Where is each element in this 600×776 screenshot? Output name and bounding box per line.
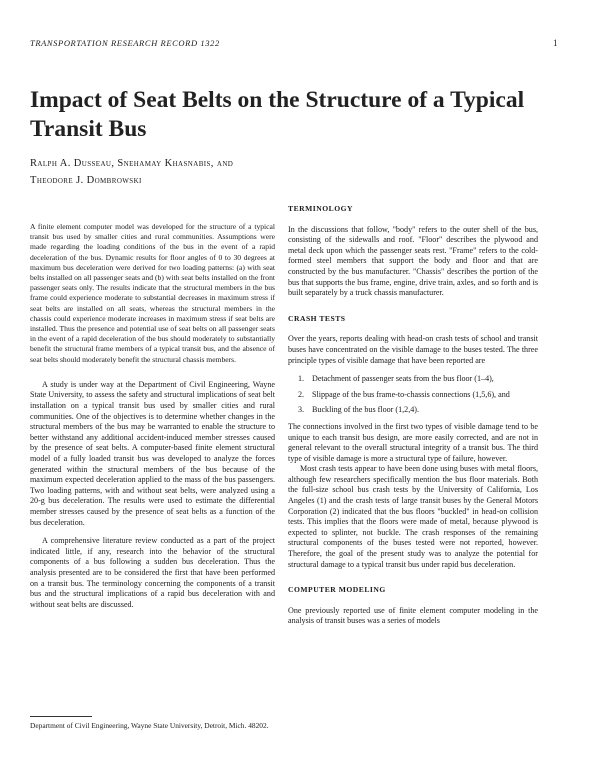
list-item-number: 1.: [298, 374, 305, 384]
section-heading-computer-modeling: COMPUTER MODELING: [288, 585, 386, 595]
damage-list: [288, 374, 538, 416]
list-item-text: Buckling of the bus floor (1,2,4).: [312, 405, 420, 415]
author-line-2: Theodore J. Dombrowski: [30, 175, 142, 186]
terminology-paragraph: In the discussions that follow, "body" refers to the outer shell of the bus, consisting of the sidewalls and roof. "Floor" describes the plywood and metal deck upon which the passenger seats rest. "Frame" refers to the cold-formed steel members that support the body and floor and that are constructed by the bus manufacturer. "Chassis" describes the portion of the bus that supports the bus frame, engine, drive train, axles, and so forth and is built separately by a truck chassis manufacturer.: [288, 224, 538, 298]
list-item-text: Detachment of passenger seats from the bus floor (1–4),: [312, 374, 494, 384]
right-column: [288, 204, 538, 627]
section-heading-crash-tests: CRASH TESTS: [288, 313, 346, 323]
list-item-number: 2.: [298, 389, 305, 399]
footnote-rule: [30, 716, 92, 717]
abstract: A finite element computer model was developed for the structure of a typical transit bus used by smaller cities and rural communities. Assumptions were made regarding the loading conditions of the bus in the event of a rapid deceleration of the bus. Dynamic results for floor angles of 0 to 30 degrees at maximum bus deceleration were derived for two loading patterns: (a) with seat belts installed on all passenger seats and (b) with seat belts installed on the front passenger seats only. The results indicate that the structural members in the bus frame could experience moderate to substantial decreases in maximum stress if seat belts are installed on all seats, whereas the structural members in the chassis could experience moderate increases in maximum stress if seat belts are installed. Thus the presence and potential use of seat belts on all passenger seats in the event of a rapid deceleration of the bus should moderately to substantially benefit the structural frame members of a typical transit bus, and the absence of seat belts should moderately benefit the structural chassis members.: [30, 222, 275, 364]
author-list: [30, 155, 430, 189]
list-item: [298, 405, 538, 416]
footnote: Department of Civil Engineering, Wayne State University, Detroit, Mich. 48202.: [30, 721, 269, 730]
list-item: [298, 389, 538, 401]
list-item: [298, 374, 538, 385]
crash-tests-paragraph-2: Most crash tests appear to have been done using buses with metal floors, although few researchers specifically mention the bus floor materials. Both the full-size school bus crash tests by the University of California, Los Angeles (1) and the crash tests of large transit buses by the General Motors Corporation (2) indicated that the bus floors "buckled" in head-on collision tests. This implies that the floors were made of metal, because plywood is expected to splinter, not buckle. The crash responses of the remaining structural components of the buses tested were not reported, however. Therefore, the goal of the present study was to analyze the potential for structural damage to a typical transit bus under rapid bus deceleration.: [288, 464, 538, 569]
crash-tests-paragraph-1: The connections involved in the first two types of visible damage tend to be unique to each transit bus design, are more easily corrected, and are not in general relevant to the overall structural integrity of a transit bus. The third type of visible damage is more a structural type of failure, however.: [288, 421, 538, 463]
intro-paragraph-1: A study is under way at the Department of Civil Engineering, Wayne State University, to assess the safety and structural implications of seat belt installation on a typical transit bus used by smaller cities and rural communities. One of the objectives is to determine whether changes in the structural members of the bus may be warranted to enable the structure to better withstand any additional accident-induced member stresses caused by the presence of seat belts. A computer-based finite element structural model of a fully loaded transit bus was developed to analyze the forces generated within the structural members of the bus because of the maximum expected deceleration applied to the mass of the bus passengers. Two loading patterns, with and without seat belts, were analyzed using a 20-g bus deceleration. The results were used to estimate the differential member stresses caused by the presence of seat belts as a function of the bus deceleration.: [30, 379, 275, 527]
list-item-text: Slippage of the bus frame-to-chassis connections (1,5,6), and: [312, 389, 510, 399]
page-number: 1: [553, 38, 558, 48]
list-item-number: 3.: [298, 405, 305, 415]
crash-tests-intro: Over the years, reports dealing with head-on crash tests of school and transit buses have concentrated on the visible damage to the buses tested. The three principle types of visible damage that have been reported are: [288, 334, 538, 365]
section-heading-terminology: TERMINOLOGY: [288, 204, 353, 213]
running-head: TRANSPORTATION RESEARCH RECORD 1322: [30, 38, 220, 48]
paper-title: Impact of Seat Belts on the Structure of a Typical Transit Bus: [30, 87, 525, 142]
left-column: [30, 222, 275, 610]
intro-paragraph-2: A comprehensive literature review conducted as a part of the project indicated little, if any, research into the behavior of the structural components of a bus following a sudden bus deceleration. Thus the analysis presented are to be considered the first that have been performed on a transit bus. The terminology concerning the components of a transit bus and the structural implications of a rapid bus deceleration with and without seat belts are discussed.: [30, 536, 275, 609]
author-line-1: Ralph A. Dusseau, Snehamay Khasnabis, and: [30, 158, 234, 169]
computer-modeling-paragraph: One previously reported use of finite element computer modeling in the analysis of transit buses was a series of models: [288, 605, 538, 626]
